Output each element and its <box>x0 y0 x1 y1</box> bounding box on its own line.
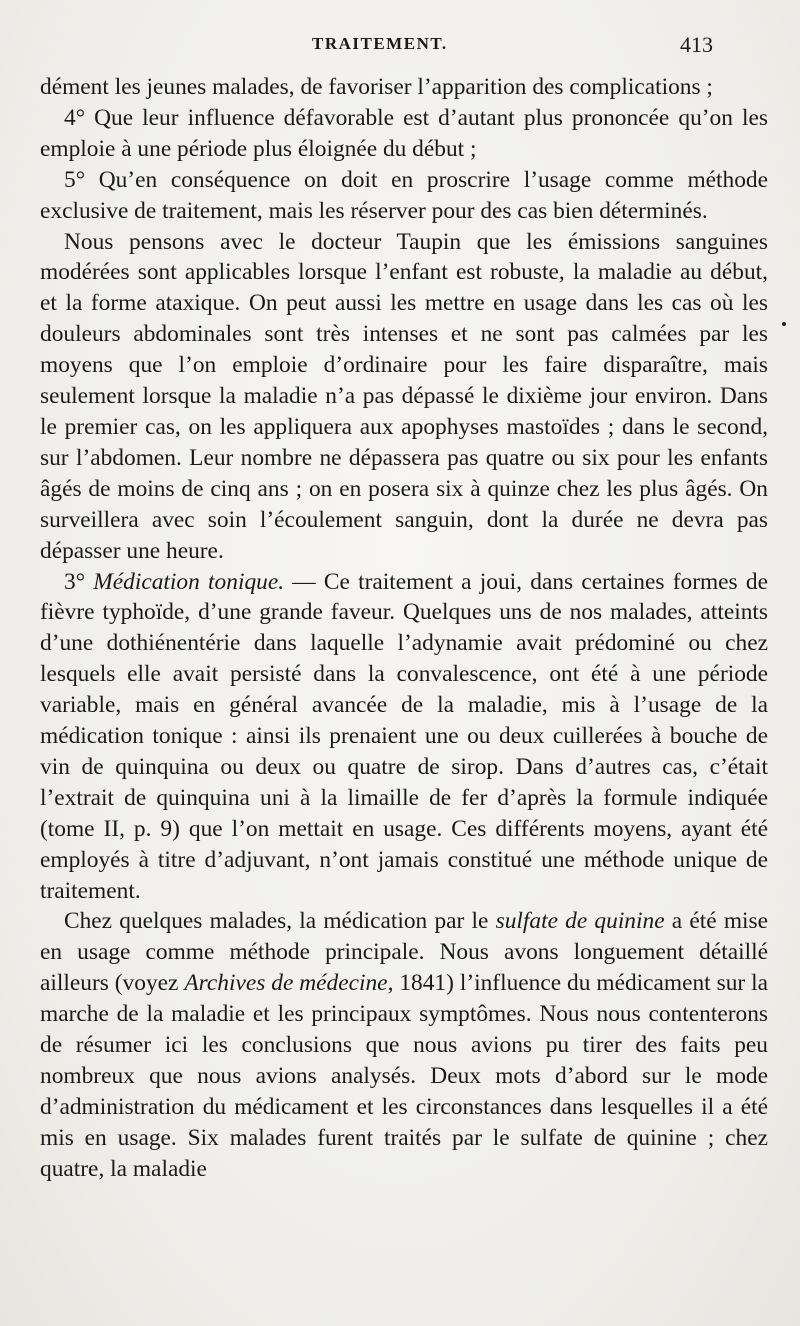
body-text <box>40 72 768 1185</box>
quinine-text-2: a été mise en usage comme méthode principale. Nous avons longuement détaillé ailleurs (voyez <box>40 908 768 997</box>
section-text: — Ce traitement a joui, dans certaines formes de fièvre typhoïde, d’une grande faveur. Quelques uns de nos malades, atteints d’une dothiénentérie dans laquelle l’adynamie avait prédominé ou chez lesquels elle avait persisté dans la convalescence, ont été à une période variable, mais en général avancée de la maladie, mis à l’usage de la médication tonique : ainsi ils prenaient une ou deux cuillerées à bouche de vin de quinquina ou deux ou quatre de sirop. Dans d’autres cas, c’était l’extrait de quinquina uni à la limaille de fer d’après la formule indiquée (tome II, p. 9) que l’on mettait en usage. Ces différents moyens, ayant été employés à titre d’adjuvant, n’ont jamais constitué une méthode unique de traitement. <box>40 568 768 904</box>
quinine-text-3: , 1841) l’influence du médicament sur la marche de la maladie et les principaux symptômes. Nous nous contenterons de résumer ici les conclusions que nous avions pu tirer des faits peu nombreux que nous avions analysés. Deux mots d’abord sur le mode d’administration du médicament et les circonstances dans lesquelles il a été mis en usage. Six malades furent traités par le sulfate de quinine ; chez quatre, la maladie <box>40 970 768 1182</box>
quinine-text-1: Chez quelques malades, la médication par le <box>64 908 489 935</box>
section-heading: Médication tonique. <box>93 568 285 595</box>
paragraph-conclusion-4: 4° Que leur influence défavorable est d’autant plus prononcée qu’on les emploie à une période plus éloignée du début ; <box>40 104 768 162</box>
paragraph-bloodletting: Nous pensons avec le docteur Taupin que les émissions sanguines modérées sont applicables lorsque l’enfant est robuste, la maladie au début, et la forme ataxique. On peut aussi les mettre en usage dans les cas où les douleurs abdominales sont très intenses et ne sont pas calmées par les moyens que l’on emploie d’ordinaire pour les faire disparaître, mais seulement lorsque la maladie n’a pas dépassé le dixième jour environ. Dans le premier cas, on les appliquera aux apophyses mastoïdes ; dans le second, sur l’abdomen. Leur nombre ne dépassera pas quatre ou six pour les enfants âgés de moins de cinq ans ; on en posera six à quinze chez les plus âgés. On surveillera avec soin l’écoulement sanguin, dont la durée ne devra pas dépasser une heure. <box>40 228 768 564</box>
paragraph-continuation: dément les jeunes malades, de favoriser l’apparition des complications ; <box>40 74 713 100</box>
paragraph-quinine <box>40 906 768 1184</box>
quinine-term: sulfate de quinine <box>495 908 665 935</box>
page-number: 413 <box>680 32 713 57</box>
section-number: 3° <box>64 568 86 595</box>
paragraph-conclusion-5: 5° Qu’en conséquence on doit en proscrire l’usage comme méthode exclusive de traitement, mais les réserver pour des cas bien déterminés. <box>40 166 768 224</box>
paragraph-tonic-medication <box>40 567 768 907</box>
running-title: TRAITEMENT. <box>312 34 448 53</box>
margin-speck <box>782 322 786 326</box>
journal-title: Archives de médecine <box>184 970 388 997</box>
running-head <box>0 34 800 64</box>
